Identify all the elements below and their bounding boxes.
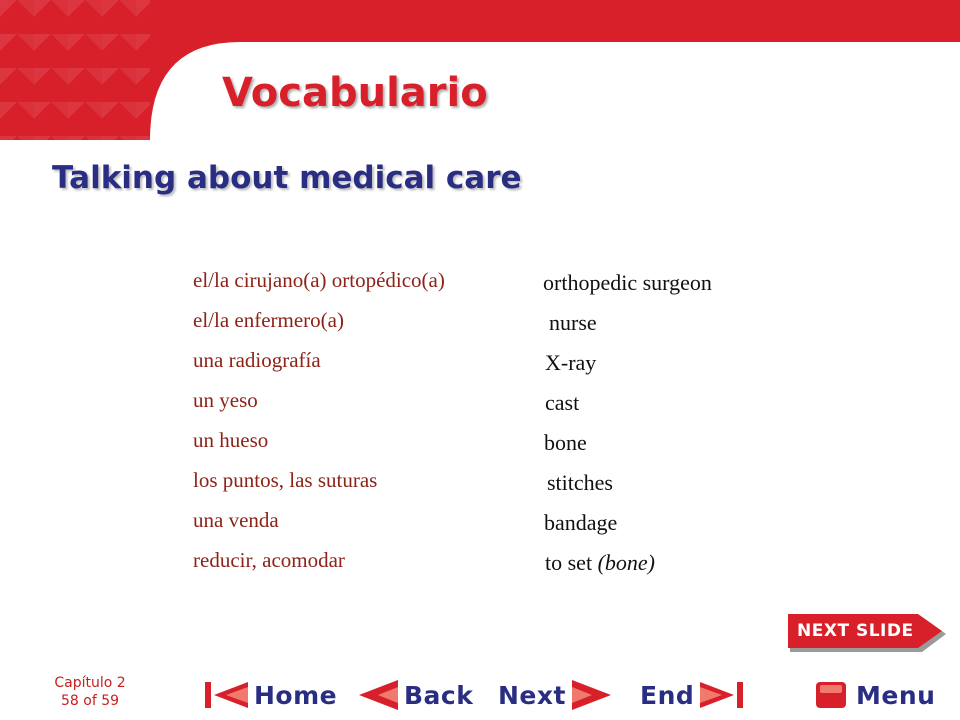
next-arrow-icon — [570, 678, 614, 712]
vocab-term: el/la enfermero(a) — [193, 308, 344, 332]
vocab-term: los puntos, las suturas — [193, 468, 378, 492]
vocab-definition: orthopedic surgeon — [543, 270, 712, 295]
vocab-definition: stitches — [547, 470, 613, 495]
next-button[interactable] — [498, 672, 614, 718]
end-label: End — [640, 680, 695, 710]
vocab-definition: bone — [544, 430, 587, 455]
vocab-term: una venda — [193, 508, 279, 532]
vocab-term: reducir, acomodar — [193, 548, 345, 572]
back-label: Back — [404, 680, 474, 710]
end-button[interactable] — [640, 672, 744, 718]
back-arrow-icon — [356, 678, 400, 712]
page-counter: 58 of 59 — [60, 693, 120, 709]
page-subtitle: Talking about medical care — [52, 160, 522, 196]
chapter-label: Capítulo 2 — [54, 675, 126, 691]
next-slide-button[interactable] — [786, 612, 946, 652]
back-button[interactable] — [356, 672, 473, 718]
chapter-info — [38, 674, 142, 710]
vocab-term: un yeso — [193, 388, 258, 412]
page-title: Vocabulario — [222, 70, 488, 116]
vocab-term: un hueso — [193, 428, 269, 452]
vocab-term: una radiografía — [193, 348, 321, 372]
vocab-definition-with-note — [545, 550, 655, 576]
vocab-definition: nurse — [549, 310, 597, 335]
menu-label: Menu — [856, 680, 936, 710]
menu-square-icon — [814, 680, 848, 710]
last-slide-icon — [698, 680, 744, 710]
vocab-definition: bandage — [544, 510, 618, 535]
vocab-definition: to set — [545, 550, 593, 575]
home-button[interactable] — [204, 672, 337, 718]
first-slide-icon — [204, 680, 250, 710]
home-label: Home — [254, 680, 338, 710]
vocab-definition-note: (bone) — [597, 550, 655, 575]
menu-button[interactable] — [814, 672, 935, 718]
vocab-term: el/la cirujano(a) ortopédico(a) — [193, 268, 445, 292]
next-label: Next — [498, 680, 566, 710]
vocab-definition: cast — [545, 390, 580, 415]
next-slide-label: NEXT SLIDE — [797, 621, 914, 641]
vocab-definition: X-ray — [545, 350, 597, 375]
